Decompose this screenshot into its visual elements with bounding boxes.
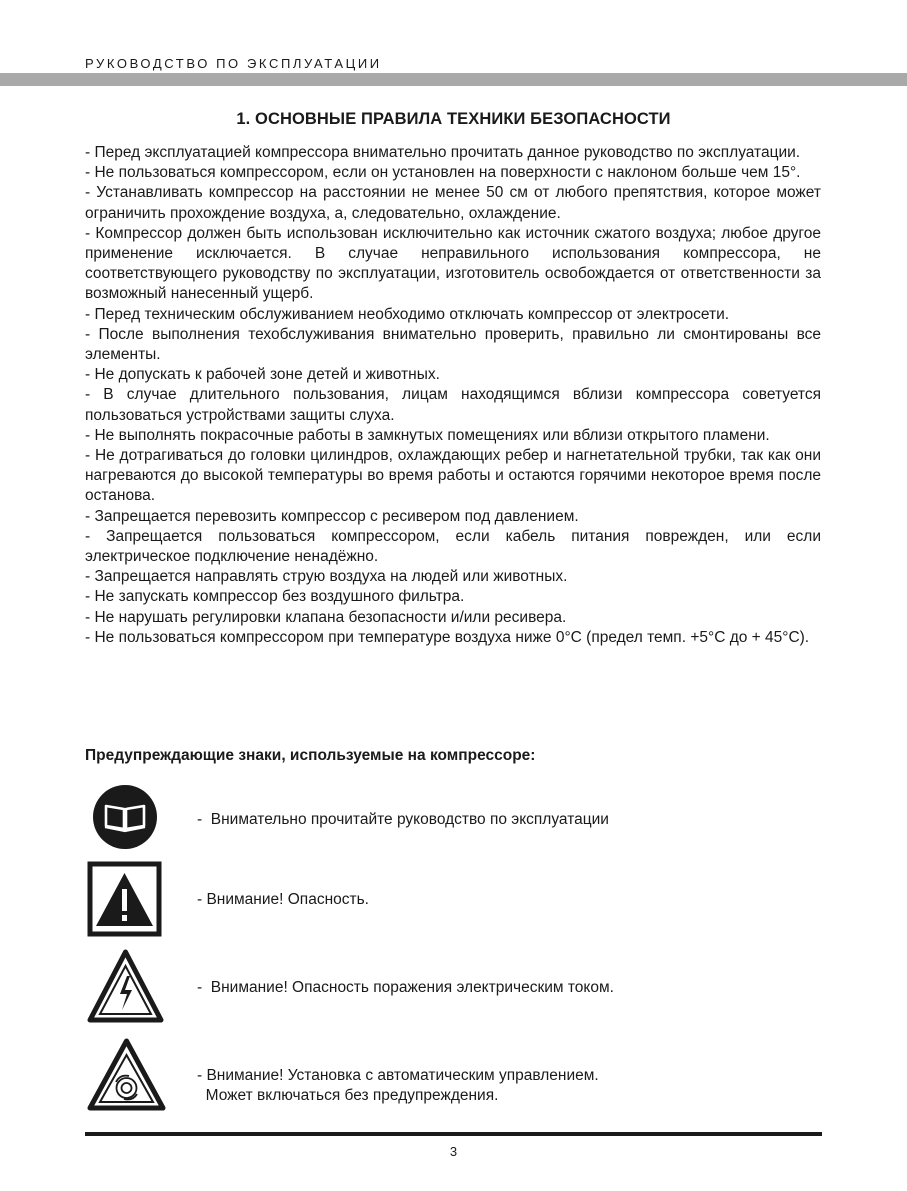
- general-danger-icon: [87, 861, 162, 937]
- safety-rule: - Не выполнять покрасочные работы в замкнутых помещениях или вблизи открытого пламени.: [85, 426, 770, 444]
- safety-rule: - Перед техническим обслуживанием необходимо отключать компрессор от электросети.: [85, 305, 730, 323]
- safety-rule: - Запрещается пользоваться компрессором, если кабель питания поврежден, или если электрическое подключение ненадёжно.: [85, 527, 821, 566]
- warning-signs-heading: Предупреждающие знаки, используемые на компрессоре:: [85, 747, 536, 764]
- page-number: 3: [449, 1144, 458, 1159]
- safety-rule: - Запрещается перевозить компрессор с ресивером под давлением.: [85, 507, 579, 525]
- safety-rule: - Не пользоваться компрессором, если он установлен на поверхности с наклоном больше чем 15°.: [85, 164, 801, 182]
- safety-rule: - Не допускать к рабочей зоне детей и животных.: [85, 366, 440, 384]
- electric-shock-icon: [87, 948, 164, 1024]
- safety-rule: - Не запускать компрессор без воздушного фильтра.: [85, 588, 465, 606]
- sign-caption-read-manual: - Внимательно прочитайте руководство по эксплуатации: [197, 811, 609, 828]
- safety-rules-list: [85, 143, 821, 648]
- safety-rule: - Компрессор должен быть использован исключительно как источник сжатого воздуха; любое другое применение исключается. В случае неправильного использования компрессора, не соответствующего руководству по эксплуатации, изготовитель освобождается от ответственности за возможный нанесенный ущерб.: [85, 224, 821, 303]
- running-header: РУКОВОДСТВО ПО ЭКСПЛУАТАЦИИ: [85, 56, 382, 71]
- sign-caption-electric-shock: - Внимание! Опасность поражения электрическим током.: [197, 979, 614, 996]
- safety-rule: - В случае длительного пользования, лицам находящимся вблизи компрессора советуется пользоваться устройствами защиты слуха.: [85, 386, 821, 424]
- sign-caption-general-danger: - Внимание! Опасность.: [197, 891, 369, 908]
- safety-rule: - Не дотрагиваться до головки цилиндров, охлаждающих ребер и нагнетательной трубки, так как они нагреваются до высокой температуры во время работы и остаются горячими некоторое время после останова.: [85, 447, 821, 505]
- read-manual-icon: [92, 784, 158, 850]
- section-title: 1. ОСНОВНЫЕ ПРАВИЛА ТЕХНИКИ БЕЗОПАСНОСТИ: [236, 110, 671, 128]
- header-bar: [0, 73, 907, 86]
- safety-rule: - Запрещается направлять струю воздуха на людей или животных.: [85, 568, 568, 586]
- sign-caption-automatic-start: - Внимание! Установка с автоматическим управлением. Может включаться без предупреждения.: [197, 1067, 599, 1104]
- safety-rule: - Не нарушать регулировки клапана безопасности и/или ресивера.: [85, 608, 567, 626]
- safety-rule: - Не пользоваться компрессором при температуре воздуха ниже 0°С (предел темп. +5°С до + 45°С).: [85, 628, 810, 646]
- footer-divider: [85, 1132, 822, 1136]
- safety-rule: - Устанавливать компрессор на расстоянии не менее 50 см от любого препятствия, которое может ограничить прохождение воздуха, а, следовательно, охлаждение.: [85, 184, 821, 222]
- automatic-start-icon: [87, 1037, 166, 1112]
- safety-rule: - После выполнения техобслуживания внимательно проверить, правильно ли смонтированы все элементы.: [85, 325, 821, 364]
- safety-rule: - Перед эксплуатацией компрессора внимательно прочитать данное руководство по эксплуатации.: [85, 144, 801, 161]
